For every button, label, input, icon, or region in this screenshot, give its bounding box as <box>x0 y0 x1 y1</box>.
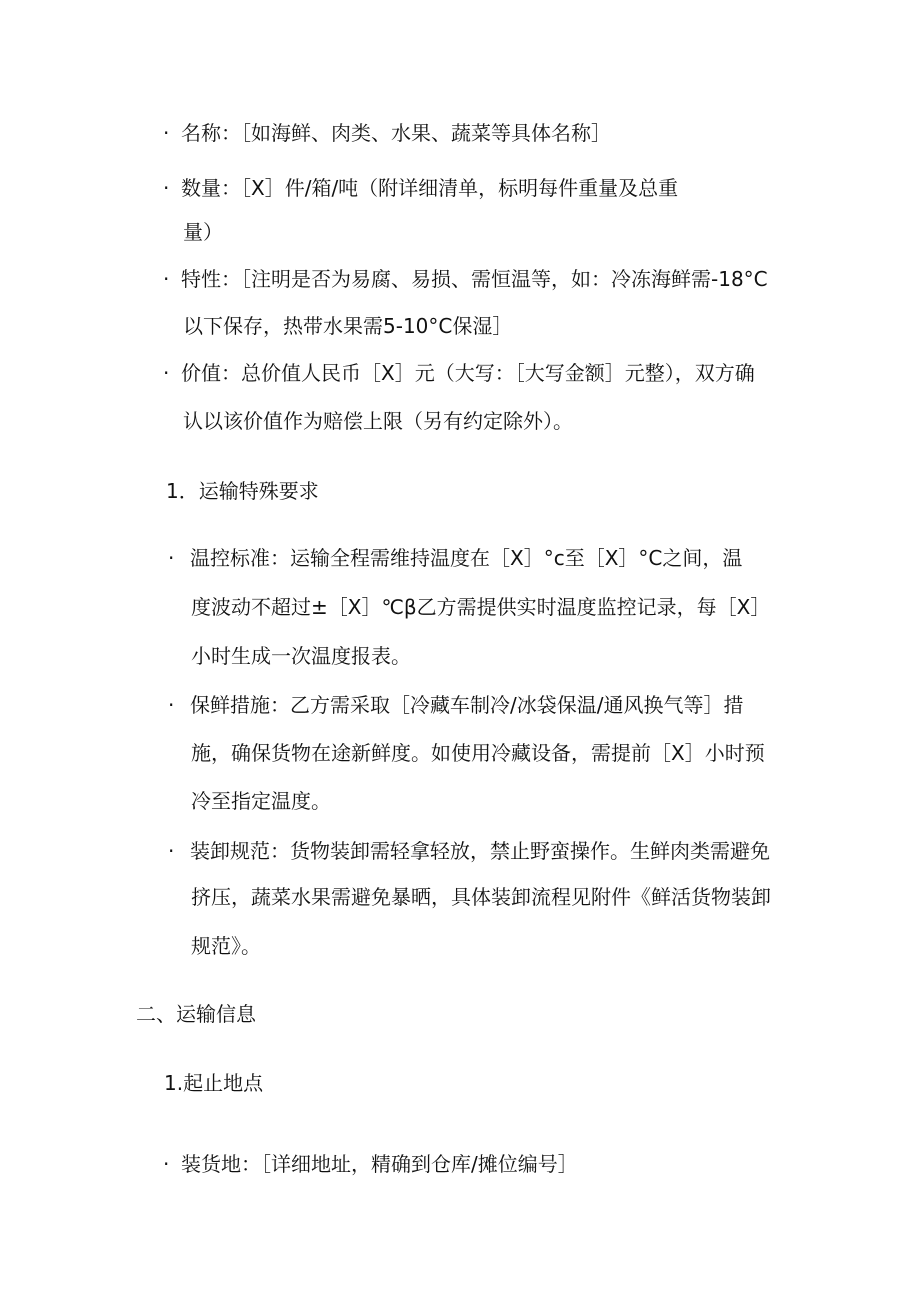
temp-control-line-1: 温控标准：运输全程需维持温度在［X］°c至［X］°C之间，温 <box>190 546 743 570</box>
handling-line-2: 挤压，蔬菜水果需避免暴晒，具体装卸流程见附件《鲜活货物装卸 <box>191 885 771 909</box>
bullet-marker: · <box>163 267 170 291</box>
cargo-value-line-2: 认以该价值作为赔偿上限（另有约定除外）。 <box>183 409 573 433</box>
cargo-quantity-line-1: 数量：［X］件/箱/吨（附详细清单，标明每件重量及总重 <box>181 176 679 200</box>
locations-sub-heading: 1.起止地点 <box>164 1071 264 1095</box>
handling-line-1: 装卸规范：货物装卸需轻拿轻放，禁止野蛮操作。生鲜肉类需避免 <box>190 839 770 863</box>
section-two-heading: 二、运输信息 <box>136 1002 256 1026</box>
temp-control-line-3: 小时生成一次温度报表。 <box>191 644 411 668</box>
preservation-line-2: 施，确保货物在途新鲜度。如使用冷藏设备，需提前［X］小时预 <box>191 741 765 765</box>
cargo-property-line-2: 以下保存，热带水果需5-10°C保湿］ <box>183 314 513 338</box>
temp-control-line-2: 度波动不超过±［X］℃β乙方需提供实时温度监控记录，每［X］ <box>191 595 771 619</box>
cargo-quantity-line-2: 量） <box>183 220 223 244</box>
bullet-marker: · <box>163 1152 170 1176</box>
preservation-line-1: 保鲜措施：乙方需采取［冷藏车制冷/冰袋保温/通风换气等］措 <box>190 693 744 717</box>
cargo-name-line: 名称：［如海鲜、肉类、水果、蔬菜等具体名称］ <box>181 121 611 145</box>
handling-line-3: 规范》。 <box>191 934 261 958</box>
bullet-marker: · <box>163 176 170 200</box>
loading-location-line: 装货地：［详细地址，精确到仓库/摊位编号］ <box>181 1152 578 1176</box>
bullet-marker: · <box>168 693 175 717</box>
bullet-marker: · <box>168 839 175 863</box>
bullet-marker: · <box>168 546 175 570</box>
bullet-marker: · <box>163 361 170 385</box>
bullet-marker: · <box>163 121 170 145</box>
cargo-value-line-1: 价值：总价值人民币［X］元（大写：［大写金额］元整），双方确 <box>181 361 755 385</box>
preservation-line-3: 冷至指定温度。 <box>191 789 331 813</box>
cargo-property-line-1: 特性：［注明是否为易腐、易损、需恒温等，如：冷冻海鲜需-18°C <box>181 267 768 291</box>
special-requirements-heading: 1．运输特殊要求 <box>166 479 319 503</box>
